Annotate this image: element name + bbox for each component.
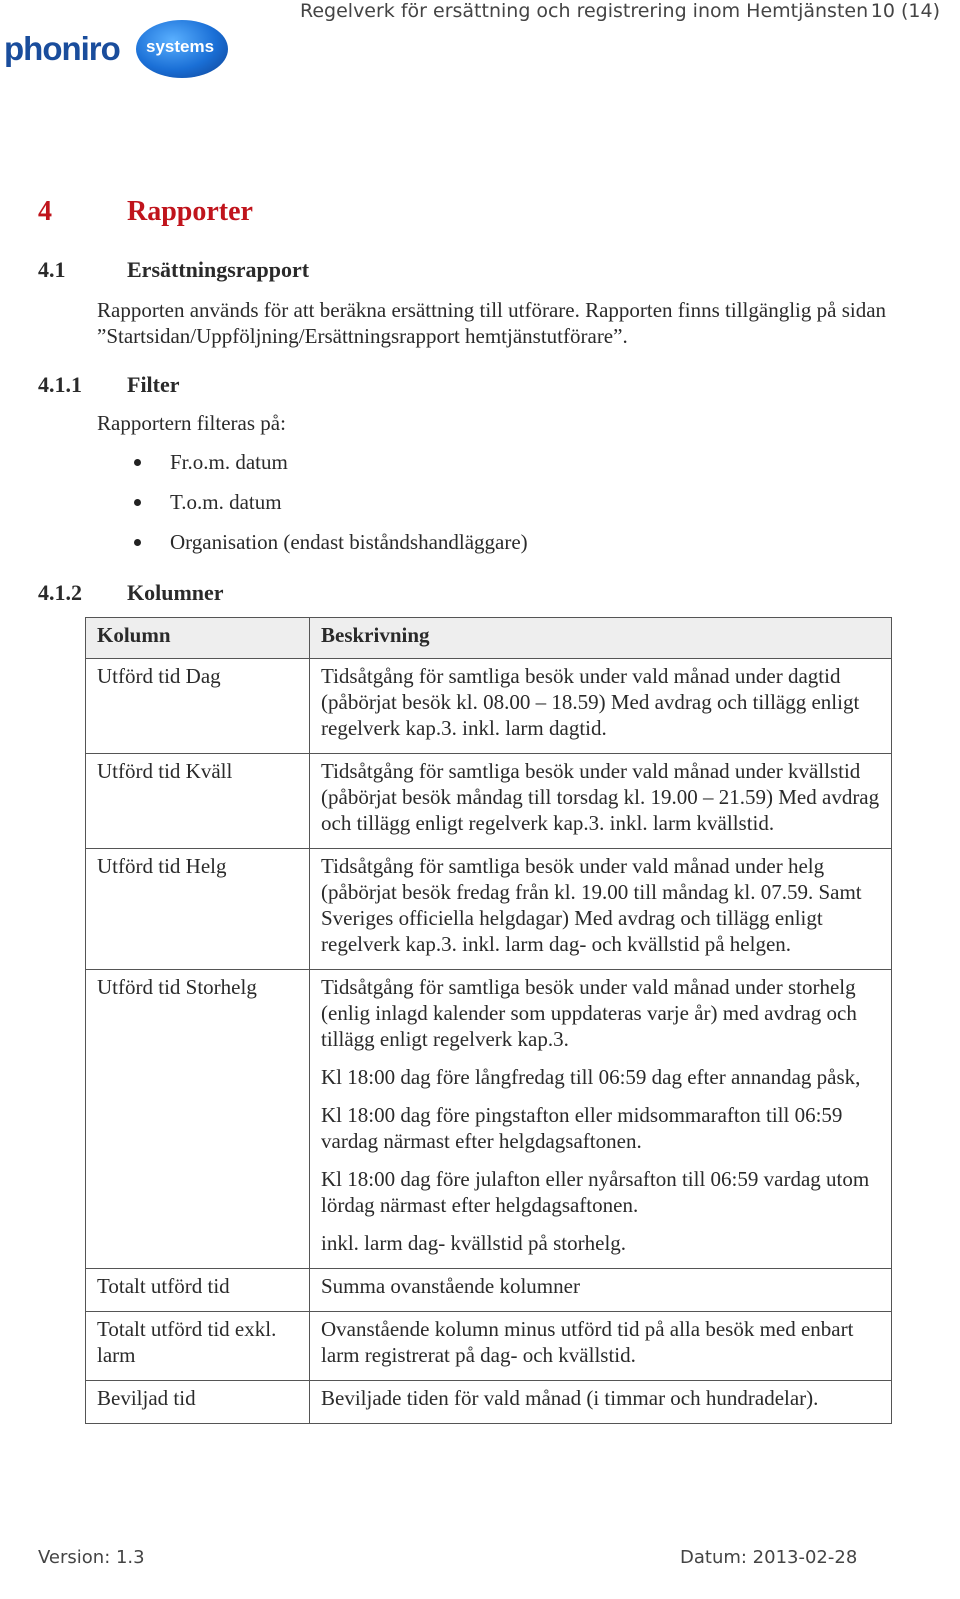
table-cell-description: Beviljade tiden för vald månad (i timmar och hundradelar). xyxy=(310,1381,892,1424)
filter-list xyxy=(97,449,528,569)
footer-date: Datum: 2013-02-28 xyxy=(680,1547,858,1568)
table-row xyxy=(86,849,892,970)
list-item: T.o.m. datum xyxy=(97,489,528,529)
company-logo xyxy=(4,20,228,82)
columns-table xyxy=(85,617,892,1424)
bullet-icon xyxy=(134,539,141,546)
list-item: Fr.o.m. datum xyxy=(97,449,528,489)
heading-text: Kolumner xyxy=(127,580,224,605)
heading-text: Ersättningsrapport xyxy=(127,257,310,282)
table-cell-column: Utförd tid Dag xyxy=(86,659,310,754)
table-cell-description: Summa ovanstående kolumner xyxy=(310,1269,892,1312)
table-cell-column: Totalt utförd tid exkl. larm xyxy=(86,1312,310,1381)
list-item: Organisation (endast biståndshandläggare) xyxy=(97,529,528,569)
logo-text: phoniro xyxy=(4,30,120,67)
column-header-beskrivning: Beskrivning xyxy=(310,618,892,659)
table-row xyxy=(86,1381,892,1424)
table-cell-column: Utförd tid Kväll xyxy=(86,754,310,849)
heading-number: 4 xyxy=(38,196,52,227)
table-cell-description: Tidsåtgång för samtliga besök under vald månad under storhelg (enlig inlagd kalender som uppdateras varje år) med avdrag och tillägg enligt regelverk kap.3. Kl 18:00 dag före långfredag till 06:59 dag efter annandag påsk, Kl 18:00 dag före pingstafton eller midsommarafton till 06:59 vardag närmast efter helgdagsaftonen. Kl 18:00 dag före julafton eller nyårsafton till 06:59 vardag utom lördag närmast efter helgdagsaftonen. inkl. larm dag- kvällstid på storhelg. xyxy=(310,970,892,1269)
table-cell-description: Tidsåtgång för samtliga besök under vald månad under helg (påbörjat besök fredag från kl. 19.00 till måndag kl. 07.59. Samt Sveriges officiella helgdagar) Med avdrag och tillägg enligt regelverk kap.3. inkl. larm dag- och kvällstid på helgen. xyxy=(310,849,892,970)
heading-number: 4.1 xyxy=(38,257,66,282)
table-cell-column: Totalt utförd tid xyxy=(86,1269,310,1312)
table-cell-description: Ovanstående kolumn minus utförd tid på alla besök med enbart larm registrerat på dag- och kvällstid. xyxy=(310,1312,892,1381)
heading-number: 4.1.2 xyxy=(38,580,82,605)
table-row xyxy=(86,1269,892,1312)
table-row xyxy=(86,1312,892,1381)
table-row xyxy=(86,970,892,1269)
document-header-title: Regelverk för ersättning och registrering inom Hemtjänsten xyxy=(300,0,869,22)
table-header-row xyxy=(86,618,892,659)
logo-badge: systems xyxy=(146,37,215,56)
footer-version: Version: 1.3 xyxy=(38,1547,145,1568)
section-4-1-body: Rapporten används för att beräkna ersättning till utförare. Rapporten finns tillgänglig på sidan ”Startsidan/Uppföljning/Ersättningsrapport hemtjänstutförare”. xyxy=(97,298,887,348)
table-cell-column: Utförd tid Storhelg xyxy=(86,970,310,1269)
table-cell-description: Tidsåtgång för samtliga besök under vald månad under kvällstid (påbörjat besök måndag till torsdag kl. 19.00 – 21.59) Med avdrag och tillägg enligt regelverk kap.3. inkl. larm kvällstid. xyxy=(310,754,892,849)
table-cell-description: Tidsåtgång för samtliga besök under vald månad under dagtid (påbörjat besök kl. 08.00 – 18.59) Med avdrag och tillägg enligt regelverk kap.3. inkl. larm dagtid. xyxy=(310,659,892,754)
filter-intro: Rapportern filteras på: xyxy=(97,411,286,435)
heading-text: Rapporter xyxy=(127,196,253,227)
table-row xyxy=(86,754,892,849)
page-number: 10 (14) xyxy=(870,0,940,22)
heading-number: 4.1.1 xyxy=(38,372,82,397)
bullet-icon xyxy=(134,499,141,506)
heading-text: Filter xyxy=(127,372,180,397)
table-cell-column: Utförd tid Helg xyxy=(86,849,310,970)
column-header-kolumn: Kolumn xyxy=(86,618,310,659)
bullet-icon xyxy=(134,459,141,466)
table-row xyxy=(86,659,892,754)
table-cell-column: Beviljad tid xyxy=(86,1381,310,1424)
